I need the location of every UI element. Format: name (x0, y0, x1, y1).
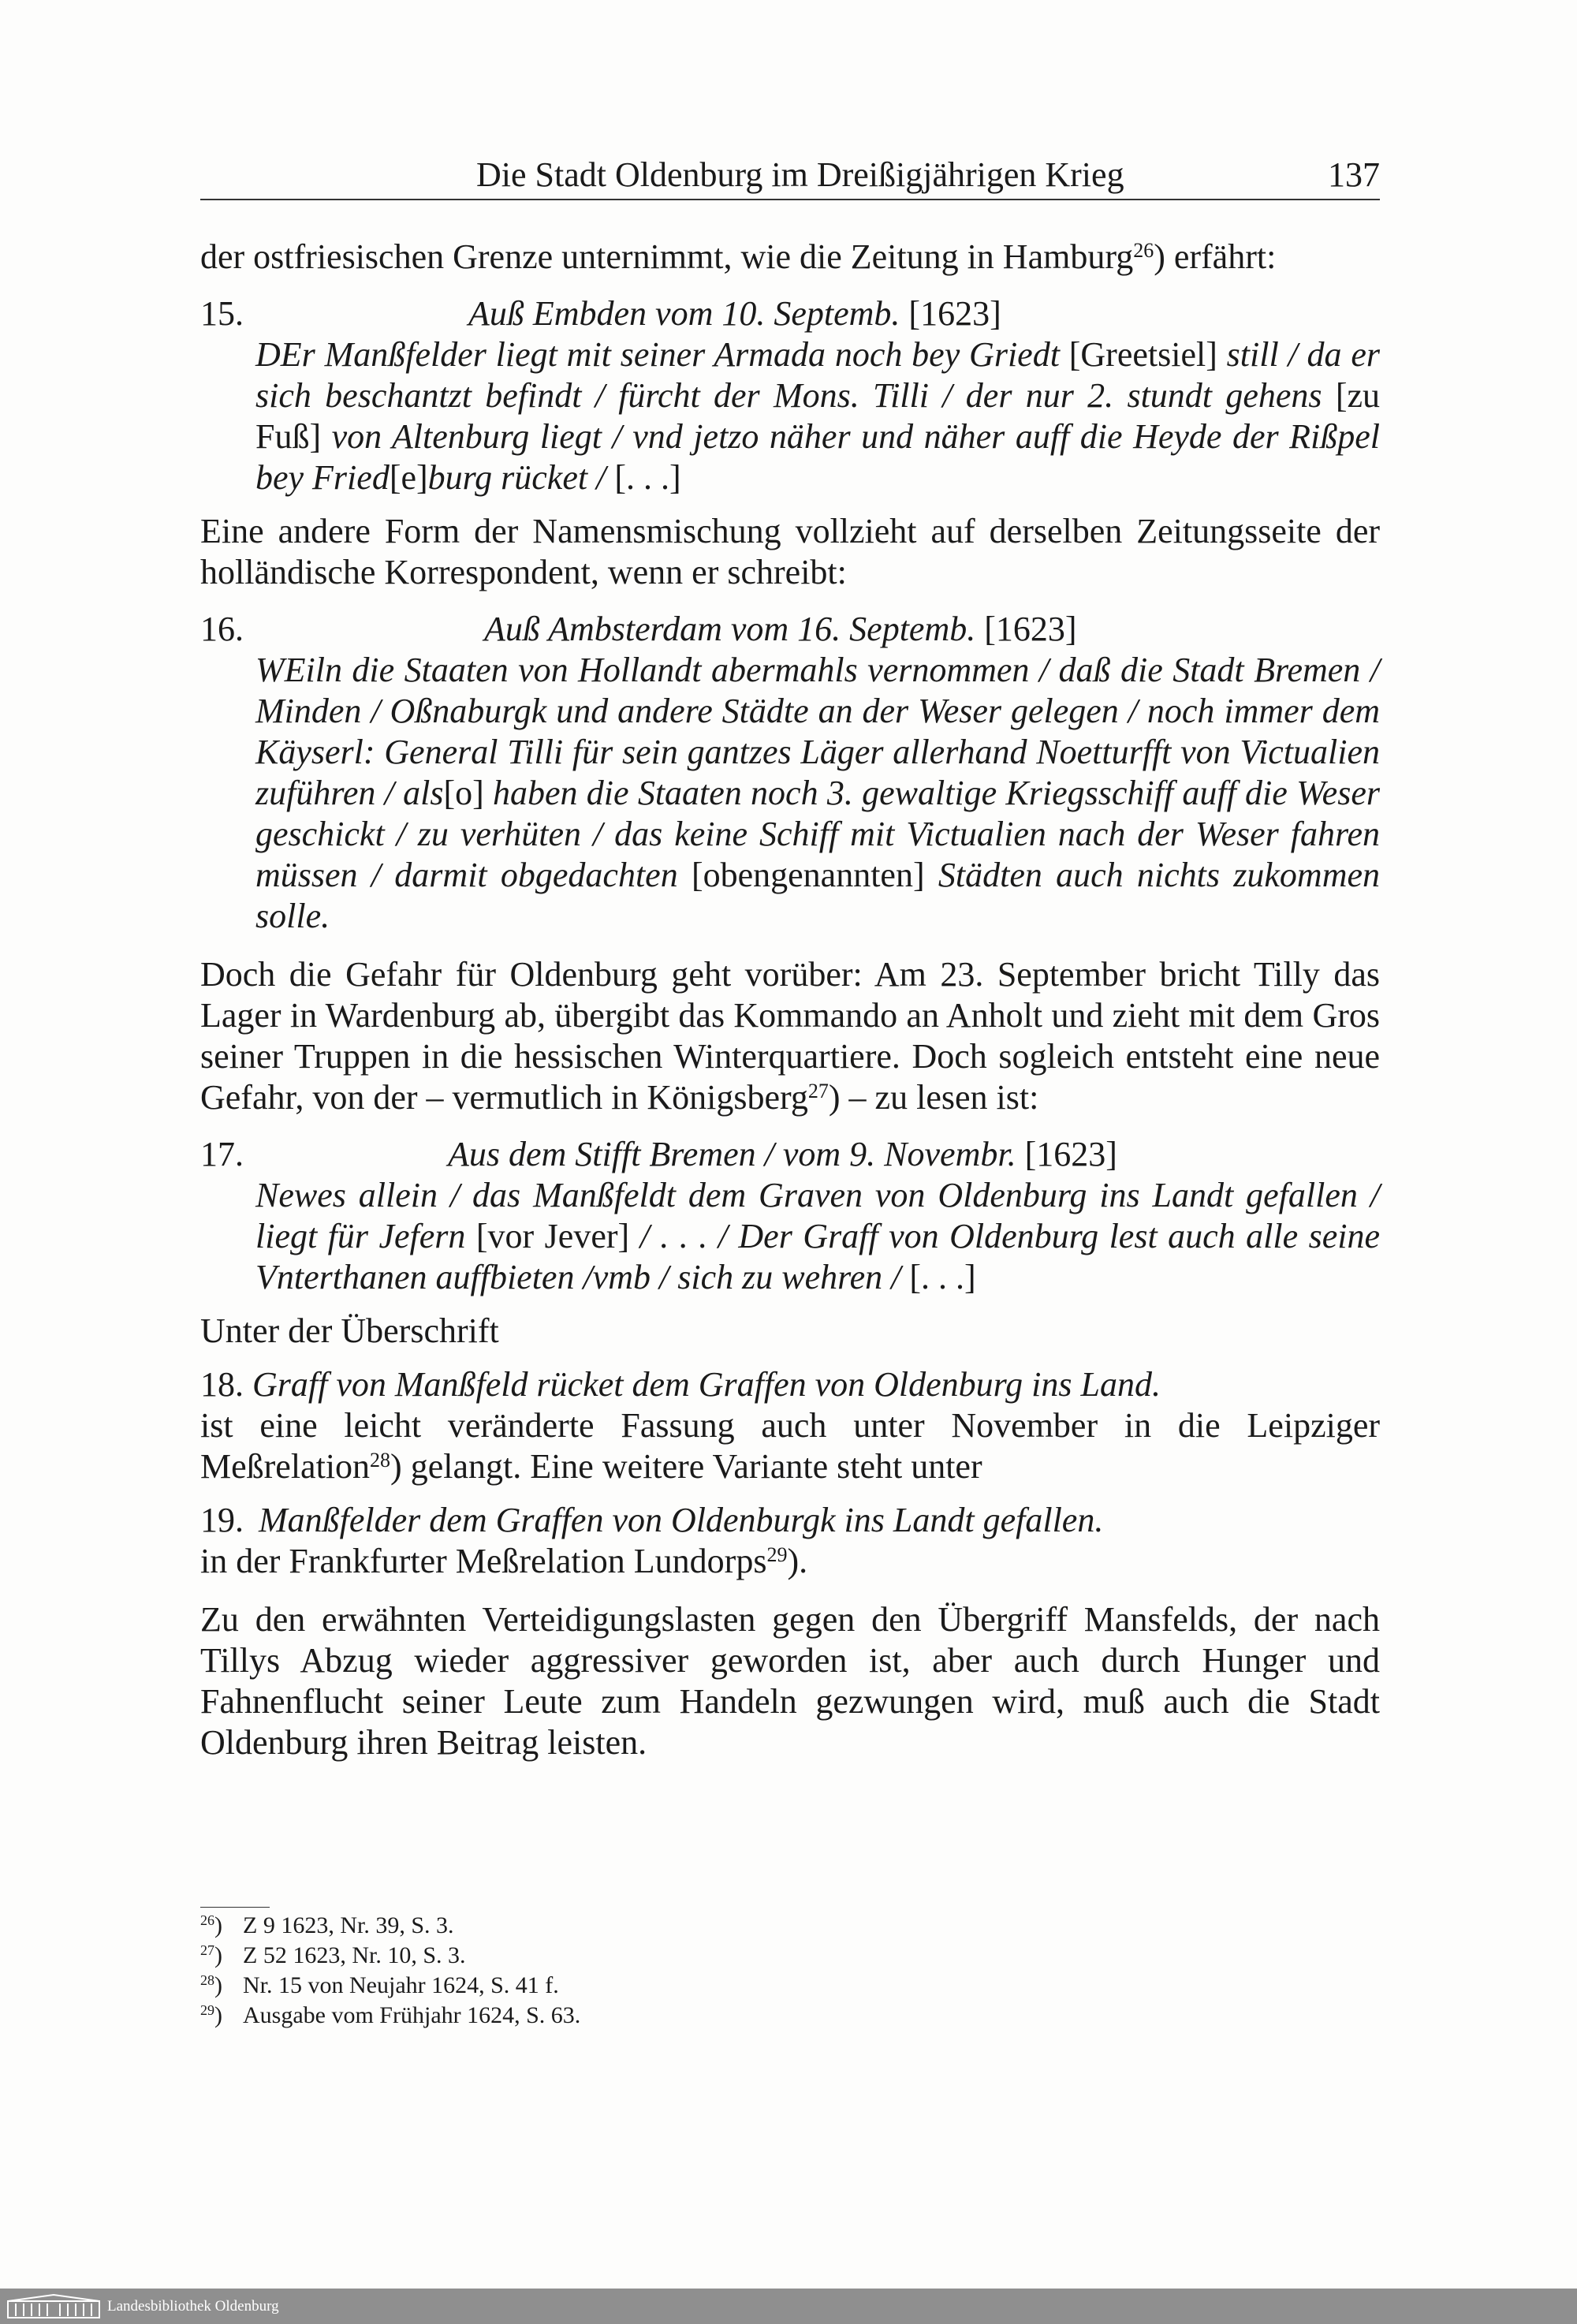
entry-number: 16. (200, 610, 244, 648)
entry-title: Auß Embden vom 10. Septemb. (468, 294, 900, 333)
page-number: 137 (1328, 155, 1380, 194)
footnote-29: $^{29}$) Ausgabe vom Frühjahr 1624, S. 63. (200, 2002, 581, 2028)
footnote-28: $^{28}$) Nr. 15 von Neujahr 1624, S. 41 f. (200, 1972, 559, 1998)
footnote-ref-27[interactable]: 27 (807, 1080, 829, 1102)
main-text (200, 237, 1380, 1763)
footnote-ref-28[interactable]: 28 (370, 1449, 391, 1472)
entry-year: [1623] (975, 610, 1077, 648)
entry-quote: WEiln die Staaten von Hollandt abermahls vernommen / daß die Stadt Bremen / Minden / Oßnaburgk und andere Städte an der Weser gelegen / noch immer dem Käyserl: General Tilli für sein gantzes Läger allerhand Noetturfft von Victualien zuführen / als[o] haben die Staaten noch 3. gewaltige Kriegsschiff auff die Weser geschickt / zu verhüten / das keine Schiff mit Victualien nach der Weser fahren müssen / darmit obgedachten [obengenannten] Städten auch nichts zukommen solle. (255, 651, 1380, 935)
running-title: Die Stadt Oldenburg im Dreißigjährigen Krieg (476, 155, 1124, 194)
paragraph-2: Eine andere Form der Namensmischung vollzieht auf derselben Zeitungsseite der holländische Korrespondent, wenn er schreibt: (200, 512, 1380, 591)
running-header (200, 155, 1380, 200)
entry-quote: Newes allein / das Manßfeldt dem Graven von Oldenburg ins Landt gefallen / liegt für Jefern [vor Jever] / . . . / Der Graff von Oldenburg lest auch alle seine Vnterthanen auffbieten /vmb / sich zu wehren / [. . .] (255, 1176, 1380, 1296)
footnote-ref-26[interactable]: 26 (1133, 239, 1154, 262)
quote-entry-19: 19. Manßfelder dem Graffen von Oldenburgk ins Landt gefallen. (200, 1501, 1104, 1539)
entry-number: 17. (200, 1135, 244, 1173)
footnotes (200, 1907, 1380, 2031)
entry-title: Auß Ambsterdam vom 16. Septemb. (484, 610, 976, 648)
viewer-footer-bar (0, 2289, 1577, 2324)
library-building-icon (6, 2293, 101, 2319)
quote-entry-15 (200, 293, 1380, 498)
quote-entry-18: 18. Graff von Manßfeld rücket dem Graffen von Oldenburg ins Land. (200, 1365, 1161, 1404)
footnote-divider (200, 1907, 270, 1908)
paragraph-4: Unter der Überschrift (200, 1311, 499, 1350)
paragraph-3: Doch die Gefahr für Oldenburg geht vorüber: Am 23. September bricht Tilly das Lager in Wardenburg ab, übergibt das Kommando an Anholt und zieht mit dem Gros seiner Truppen in die hessischen Winterquartiere. Doch sogleich entsteht eine neue Gefahr, von der – vermutlich in Königsberg$^{27}$) – zu lesen ist: (200, 955, 1380, 1117)
entry-year: [1623] (900, 294, 1001, 333)
entry-year: [1623] (1016, 1135, 1117, 1173)
entry-number: 15. (200, 294, 244, 333)
paragraph-6: in der Frankfurter Meßrelation Lundorps$^{29}$). (200, 1542, 808, 1580)
footnote-26: $^{26}$) Z 9 1623, Nr. 39, S. 3. (200, 1912, 454, 1938)
paragraph-5: ist eine leicht veränderte Fassung auch unter November in die Leipziger Meßrelation$^{28}$) gelangt. Eine weitere Variante steht unter (200, 1406, 1380, 1486)
footnote-ref-29[interactable]: 29 (766, 1543, 788, 1566)
paragraph-7: Zu den erwähnten Verteidigungslasten gegen den Übergriff Mansfelds, der nach Tillys Abzug wieder aggressiver geworden ist, aber auch durch Hunger und Fahnenflucht seiner Leute zum Handeln gezwungen wird, muß auch die Stadt Oldenburg ihren Beitrag leisten. (200, 1600, 1380, 1762)
paragraph-1: der ostfriesischen Grenze unternimmt, wie die Zeitung in Hamburg$^{26}$) erfährt: (200, 237, 1277, 276)
entry-quote: DEr Manßfelder liegt mit seiner Armada noch bey Griedt [Greetsiel] still / da er sich beschantzt befindt / fürcht der Mons. Tilli / der nur 2. stundt gehens [zu Fuß] von Altenburg liegt / vnd jetzo näher und näher auff die Heyde der Rißpel bey Fried[e]burg rücket / [. . .] (255, 335, 1380, 497)
quote-entry-17 (200, 1134, 1380, 1298)
library-name[interactable]: Landesbibliothek Oldenburg (107, 2298, 279, 2315)
quote-entry-16 (200, 609, 1380, 937)
entry-title: Aus dem Stifft Bremen / vom 9. Novembr. (448, 1135, 1016, 1173)
footnote-27: $^{27}$) Z 52 1623, Nr. 10, S. 3. (200, 1942, 466, 1968)
